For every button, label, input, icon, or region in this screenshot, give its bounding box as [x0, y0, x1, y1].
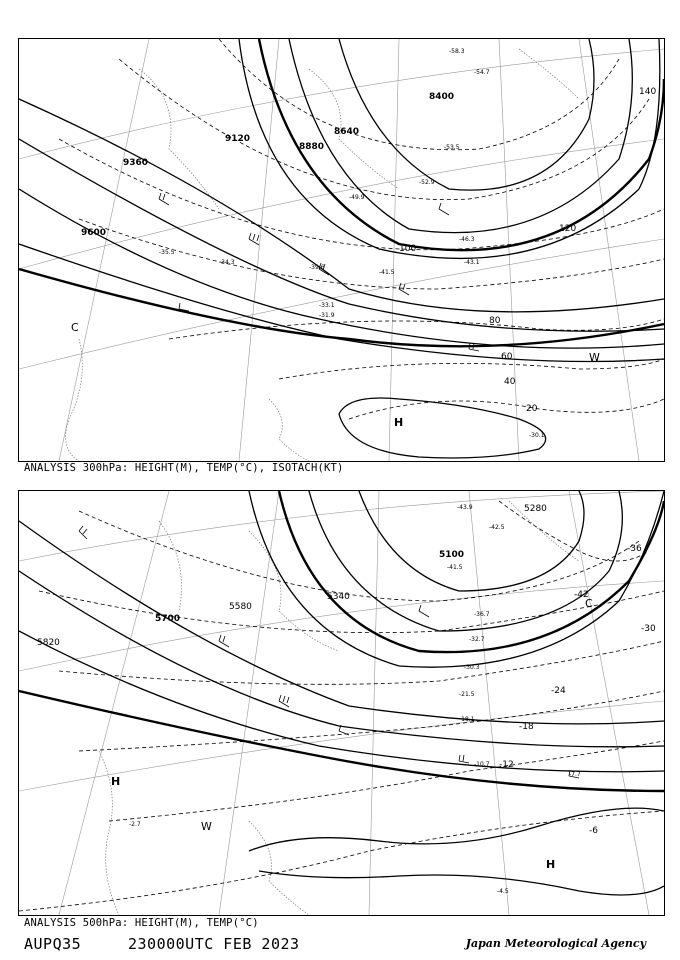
wind-barbs: [159, 193, 479, 351]
isotach-label: 80: [489, 316, 501, 326]
chart-footer: [24, 935, 654, 955]
temperature-plots: [129, 504, 581, 895]
temp-plot: -36.7: [474, 611, 490, 618]
map-300hpa: [19, 39, 664, 461]
high-marker: H: [111, 775, 121, 788]
agency-name: Japan Meteorological Agency: [465, 937, 646, 950]
isotherm-label: -42: [574, 590, 589, 600]
caption-300hpa: ANALYSIS 300hPa: HEIGHT(M), TEMP(°C), ISOTACH(KT): [24, 462, 344, 474]
temp-plot: -52.9: [419, 179, 435, 186]
cold-marker: C: [71, 321, 79, 334]
graticule: [19, 39, 664, 461]
temp-plot: -58.3: [449, 48, 465, 55]
height-label: 5340: [327, 592, 350, 602]
isotach-label: 60: [501, 352, 513, 362]
height-label: 8880: [299, 142, 325, 152]
isotach-label: 140: [639, 87, 657, 97]
cold-marker: C: [585, 597, 593, 610]
isotherm-label: -18: [519, 722, 534, 732]
temp-plot: -46.3: [459, 236, 475, 243]
temp-plot: -43.9: [457, 504, 473, 511]
height-label: 9120: [225, 134, 251, 144]
height-contours: [19, 39, 664, 362]
height-label: 8640: [334, 127, 360, 137]
temp-plot: -30.3: [464, 664, 480, 671]
height-label: 5700: [155, 614, 181, 624]
height-label: 8400: [429, 92, 455, 102]
temp-plot: -18.1: [459, 716, 475, 723]
temp-plot: -53.5: [444, 144, 460, 151]
height-contours: [19, 491, 664, 772]
temp-plot: -41.5: [447, 564, 463, 571]
temp-plot: -42.5: [489, 524, 505, 531]
isotach-label: 40: [504, 377, 516, 387]
temp-plot: -41.5: [379, 269, 395, 276]
map-500hpa: [19, 491, 664, 915]
isotherm-label: -30: [641, 624, 656, 634]
ridge-contour: [249, 808, 664, 851]
isotherm-label: -12: [499, 760, 514, 770]
height-label: 9360: [123, 158, 149, 168]
chart-500hpa: [18, 490, 665, 916]
high-pressure-contour: [339, 398, 546, 458]
ridge-contour: [259, 871, 664, 895]
height-labels: [81, 92, 454, 238]
isotherm-label: -6: [589, 826, 598, 836]
isotherm-label: -24: [551, 686, 566, 696]
temp-plot: -39.6: [309, 264, 325, 271]
high-marker: H: [546, 858, 556, 871]
temp-plot: -54.7: [474, 69, 490, 76]
temp-plot: -7.7: [569, 771, 581, 778]
pressure-systems: [111, 597, 593, 871]
chart-code: AUPQ35: [24, 935, 82, 953]
height-label: 5820: [37, 638, 60, 648]
height-label: 9600: [81, 228, 107, 238]
temperature-plots: [159, 48, 545, 439]
temp-plot: -43.1: [464, 259, 480, 266]
isotach-label: 20: [526, 404, 538, 414]
isotherm-label: -36: [627, 544, 642, 554]
valid-time: 230000UTC FEB 2023: [128, 935, 300, 953]
coastlines: [99, 501, 579, 915]
height-label: 5580: [229, 602, 252, 612]
temp-plot: -34.3: [219, 259, 235, 266]
height-label: 5280: [524, 504, 547, 514]
temp-plot: -4.5: [497, 888, 509, 895]
chart-300hpa: [18, 38, 665, 462]
temp-plot: -49.9: [349, 194, 365, 201]
isotach-label: 120: [559, 224, 577, 234]
temp-plot: -2.7: [129, 821, 141, 828]
temp-plot: -31.9: [319, 312, 335, 319]
isotach-label: 100: [399, 244, 417, 254]
temp-plot: -30.1: [529, 432, 545, 439]
warm-marker: W: [201, 820, 212, 833]
temp-plot: -35.5: [159, 249, 175, 256]
isotherm-labels: [499, 544, 656, 836]
temp-plot: -10.7: [474, 761, 490, 768]
temp-plot: -21.5: [459, 691, 475, 698]
temp-plot: -32.7: [469, 636, 485, 643]
warm-marker: W: [589, 351, 600, 364]
temp-plot: -33.1: [319, 302, 335, 309]
height-contours-bold: [19, 39, 664, 346]
high-marker: H: [394, 416, 404, 429]
caption-500hpa: ANALYSIS 500hPa: HEIGHT(M), TEMP(°C): [24, 917, 259, 929]
height-label: 5100: [439, 550, 465, 560]
